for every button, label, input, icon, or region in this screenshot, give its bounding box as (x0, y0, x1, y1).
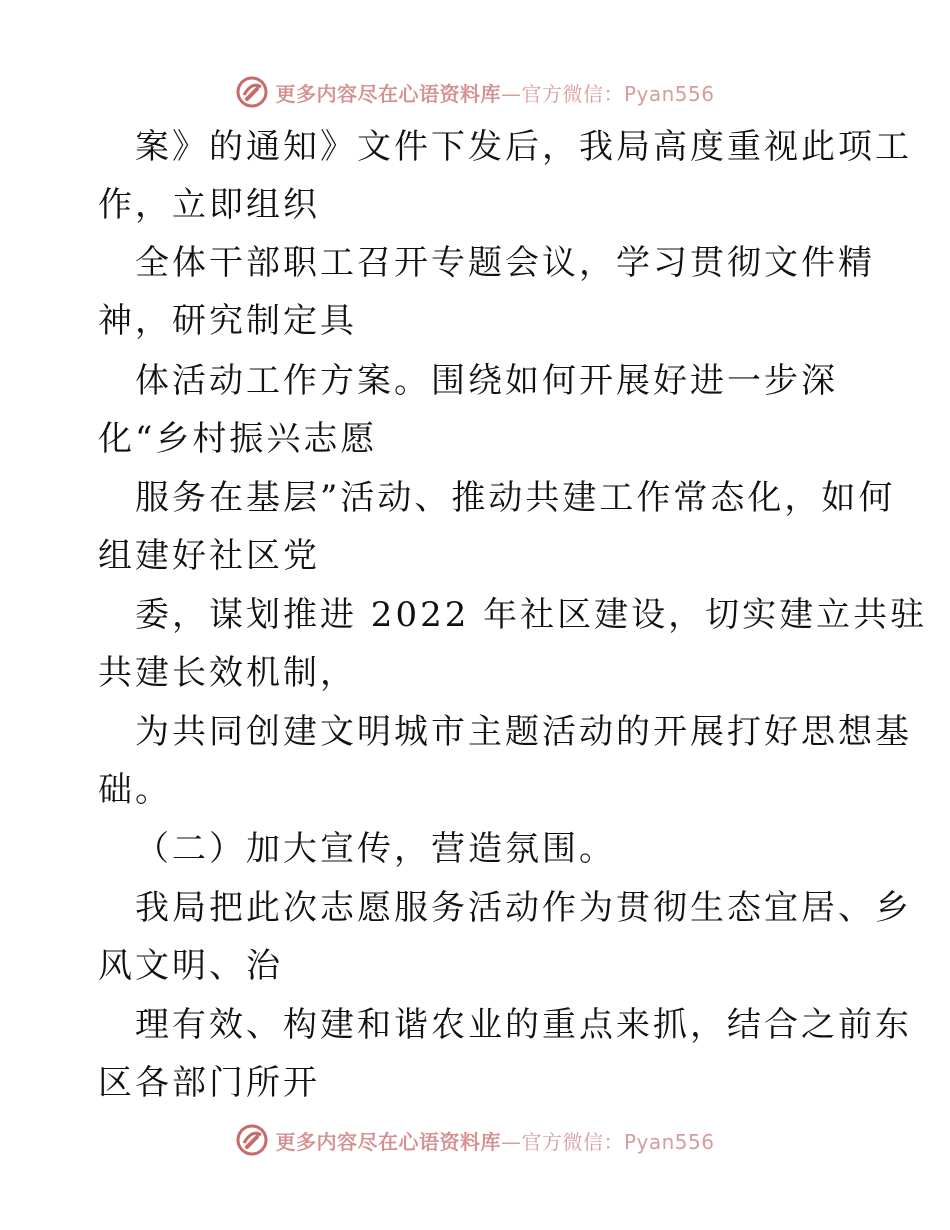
watermark-text: 更多内容尽在心语资料库—官方微信：Pyan556 (275, 1129, 715, 1154)
logo-icon (235, 75, 269, 109)
logo-icon (235, 1123, 269, 1157)
body-line: 委，谋划推进 2022 年社区建设，切实建立共驻 (135, 595, 928, 635)
body-line: 理有效、构建和谐农业的重点来抓，结合之前东 (135, 1005, 912, 1045)
section-heading: （二）加大宣传，营造氛围。 (135, 829, 616, 869)
body-line: 神，研究制定具 (98, 301, 357, 341)
body-line: 区各部门所开 (98, 1063, 320, 1103)
body-line: 组建好社区党 (98, 536, 320, 576)
footer-watermark (0, 1120, 950, 1160)
body-line: 我局把此次志愿服务活动作为贯彻生态宜居、乡 (135, 888, 912, 928)
watermark-text: 更多内容尽在心语资料库—官方微信：Pyan556 (275, 81, 715, 106)
body-line: 风文明、治 (98, 946, 283, 986)
body-line: 服务在基层”活动、推动共建工作常态化，如何 (135, 478, 896, 518)
body-line: 体活动工作方案。围绕如何开展好进一步深 (135, 361, 838, 401)
body-line: 化“乡村振兴志愿 (98, 419, 378, 459)
body-line: 共建长效机制， (98, 653, 357, 693)
body-line: 全体干部职工召开专题会议，学习贯彻文件精 (135, 243, 875, 283)
body-line: 础。 (98, 770, 172, 810)
header-watermark (0, 72, 950, 112)
body-line: 为共同创建文明城市主题活动的开展打好思想基 (135, 712, 912, 752)
body-line: 作，立即组织 (98, 185, 320, 225)
body-line: 案》的通知》文件下发后，我局高度重视此项工 (135, 127, 912, 167)
